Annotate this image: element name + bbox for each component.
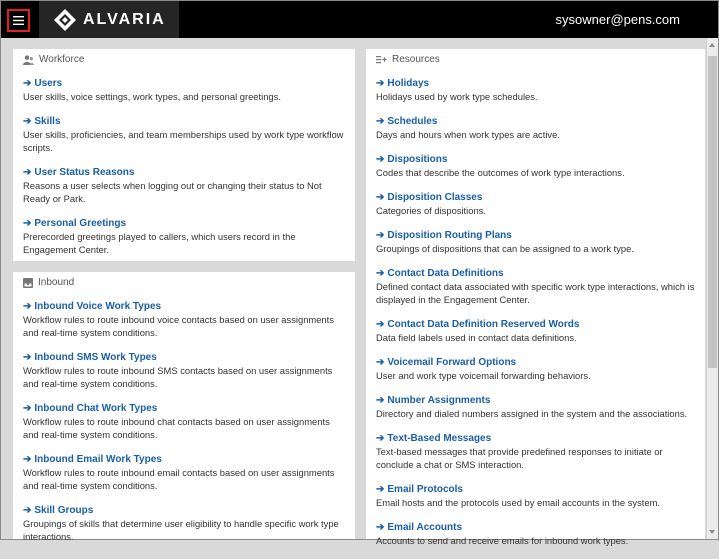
arrow-right-icon: ➔: [23, 505, 32, 516]
resources-title: Resources: [392, 54, 440, 65]
arrow-right-icon: ➔: [23, 78, 32, 89]
vertical-scrollbar[interactable]: [706, 38, 718, 539]
item-description: Data field labels used in contact data definitions.: [376, 332, 577, 343]
arrow-right-icon: ➔: [376, 319, 385, 330]
arrow-right-icon: ➔: [376, 484, 385, 495]
item-description: Groupings of skills that determine user eligibility to handle specific work type interactions.: [23, 518, 339, 542]
contact-data-definitions-link[interactable]: [376, 267, 697, 280]
contact-data-definition-reserved-words-link[interactable]: [376, 318, 697, 331]
item-description: User skills, voice settings, work types, and personal greetings.: [23, 91, 281, 102]
link-label: Inbound Voice Work Types: [34, 301, 162, 312]
resources-panel: [366, 49, 705, 546]
inbound-sms-work-types-link[interactable]: [23, 351, 347, 364]
arrow-right-icon: ➔: [376, 433, 385, 444]
item-description: Reasons a user selects when logging out or changing their status to Not Ready or Park.: [23, 180, 322, 204]
link-label: Holidays: [387, 78, 430, 89]
list-item: [376, 521, 697, 547]
user-account[interactable]: sysowner@pens.com: [555, 12, 680, 27]
arrow-right-icon: ➔: [23, 352, 32, 363]
link-label: Inbound Email Work Types: [34, 454, 162, 465]
list-item: [376, 483, 697, 509]
list-item: [23, 453, 347, 492]
users-link[interactable]: [23, 77, 347, 90]
arrow-right-icon: ➔: [376, 116, 385, 127]
link-label: Number Assignments: [387, 395, 491, 406]
link-label: Users: [34, 78, 63, 89]
arrow-right-icon: ➔: [23, 454, 32, 465]
item-description: User and work type voicemail forwarding behaviors.: [376, 370, 591, 381]
list-item: [376, 356, 697, 382]
list-item: [23, 166, 347, 205]
inbound-voice-work-types-link[interactable]: [23, 300, 347, 313]
item-description: Categories of dispositions.: [376, 205, 486, 216]
skills-link[interactable]: [23, 115, 347, 128]
inbound-header: [23, 277, 74, 288]
list-item: [376, 153, 697, 179]
inbound-panel: [13, 272, 355, 542]
link-label: User Status Reasons: [34, 167, 135, 178]
inbound-email-work-types-link[interactable]: [23, 453, 347, 466]
item-description: Prerecorded greetings played to callers, which users record in the Engagement Center.: [23, 231, 296, 255]
list-item: [376, 115, 697, 141]
item-description: Codes that describe the outcomes of work type interactions.: [376, 167, 625, 178]
arrow-right-icon: ➔: [23, 218, 32, 229]
item-description: Defined contact data associated with specific work type interactions, which is displayed in the Engagement Center.: [376, 281, 695, 305]
users-icon: [23, 55, 34, 65]
link-label: Inbound Chat Work Types: [34, 403, 158, 414]
workforce-title: Workforce: [39, 54, 85, 65]
link-label: Contact Data Definition Reserved Words: [387, 319, 580, 330]
arrow-right-icon: ➔: [23, 403, 32, 414]
resources-list: [376, 77, 697, 559]
workforce-header: [23, 54, 84, 65]
inbound-list: [23, 300, 347, 555]
email-accounts-link[interactable]: [376, 521, 697, 534]
arrow-right-icon: ➔: [376, 395, 385, 406]
list-item: [376, 318, 697, 344]
arrow-right-icon: ➔: [376, 268, 385, 279]
logo[interactable]: [39, 1, 179, 38]
dispositions-link[interactable]: [376, 153, 697, 166]
arrow-right-icon: ➔: [376, 522, 385, 533]
scroll-up-icon[interactable]: [709, 43, 715, 47]
link-label: Inbound SMS Work Types: [34, 352, 157, 363]
link-label: Dispositions: [387, 154, 448, 165]
list-add-icon: [376, 55, 387, 64]
list-item: [23, 300, 347, 339]
item-description: Email hosts and the protocols used by email accounts in the system.: [376, 497, 660, 508]
list-item: [23, 351, 347, 390]
menu-button[interactable]: [7, 9, 30, 32]
scroll-down-icon[interactable]: [709, 530, 715, 534]
logo-text: ALVARIA: [83, 10, 166, 28]
personal-greetings-link[interactable]: [23, 217, 347, 230]
arrow-right-icon: ➔: [23, 301, 32, 312]
link-label: Voicemail Forward Options: [387, 357, 517, 368]
alvaria-logo-icon: [54, 9, 76, 31]
list-item: [23, 402, 347, 441]
text-based-messages-link[interactable]: [376, 432, 697, 445]
link-label: Skill Groups: [34, 505, 94, 516]
arrow-right-icon: ➔: [376, 154, 385, 165]
item-description: User skills, proficiencies, and team memberships used by work type workflow scripts.: [23, 129, 344, 153]
list-item: [376, 267, 697, 306]
arrow-right-icon: ➔: [376, 78, 385, 89]
disposition-classes-link[interactable]: [376, 191, 697, 204]
hamburger-menu-icon: [13, 16, 24, 25]
skill-groups-link[interactable]: [23, 504, 347, 517]
arrow-right-icon: ➔: [376, 357, 385, 368]
link-label: Schedules: [387, 116, 438, 127]
top-bar: [1, 1, 718, 38]
list-item: [376, 191, 697, 217]
list-item: [23, 115, 347, 154]
link-label: Disposition Classes: [387, 192, 483, 203]
user-status-reasons-link[interactable]: [23, 166, 347, 179]
arrow-right-icon: ➔: [23, 116, 32, 127]
list-item: [376, 229, 697, 255]
list-item: [376, 77, 697, 103]
disposition-routing-plans-link[interactable]: [376, 229, 697, 242]
email-protocols-link[interactable]: [376, 483, 697, 496]
inbound-chat-work-types-link[interactable]: [23, 402, 347, 415]
voicemail-forward-options-link[interactable]: [376, 356, 697, 369]
link-label: Skills: [34, 116, 61, 127]
item-description: Workflow rules to route inbound email contacts based on user assignments and real-time system conditions.: [23, 467, 335, 491]
list-item: [23, 504, 347, 543]
arrow-right-icon: ➔: [23, 167, 32, 178]
item-description: Workflow rules to route inbound voice contacts based on user assignments and real-time system conditions.: [23, 314, 334, 338]
item-description: Workflow rules to route inbound chat contacts based on user assignments and real-time system conditions.: [23, 416, 330, 440]
schedules-link[interactable]: [376, 115, 697, 128]
resources-header: [376, 54, 440, 65]
link-label: Email Accounts: [387, 522, 463, 533]
inbound-title: Inbound: [38, 277, 75, 288]
item-description: Workflow rules to route inbound SMS contacts based on user assignments and real-time system conditions.: [23, 365, 333, 389]
list-item: [23, 77, 347, 103]
list-item: [23, 217, 347, 256]
link-label: Email Protocols: [387, 484, 463, 495]
link-label: Text-Based Messages: [387, 433, 492, 444]
list-item: [376, 432, 697, 471]
link-label: Disposition Routing Plans: [387, 230, 512, 241]
workforce-panel: [13, 49, 355, 261]
workforce-list: [23, 77, 347, 268]
item-description: Accounts to send and receive emails for inbound work types.: [376, 535, 629, 546]
inbox-icon: [23, 278, 33, 288]
link-label: Contact Data Definitions: [387, 268, 504, 279]
item-description: Days and hours when work types are active.: [376, 129, 560, 140]
item-description: Holidays used by work type schedules.: [376, 91, 538, 102]
link-label: Personal Greetings: [34, 218, 127, 229]
arrow-right-icon: ➔: [376, 230, 385, 241]
number-assignments-link[interactable]: [376, 394, 697, 407]
holidays-link[interactable]: [376, 77, 697, 90]
item-description: Groupings of dispositions that can be assigned to a work type.: [376, 243, 634, 254]
item-description: Directory and dialed numbers assigned in the system and the associations.: [376, 408, 688, 419]
item-description: Text-based messages that provide predefined responses to initiate or conclude a chat or SMS interaction.: [376, 446, 663, 470]
list-item: [376, 394, 697, 420]
scroll-thumb[interactable]: [708, 56, 717, 368]
arrow-right-icon: ➔: [376, 192, 385, 203]
